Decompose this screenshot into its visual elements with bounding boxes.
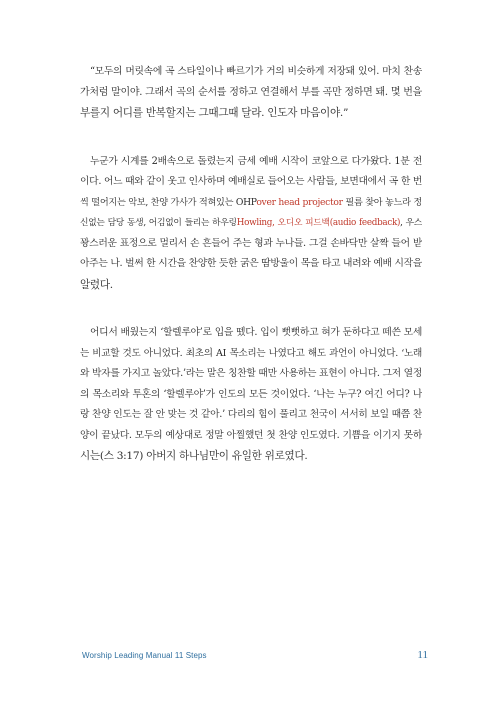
- text-line: 이다. 어느 때와 같이 웃고 인사하며 예배실로 들어오는 사람들, 보면대에서 곡 한 번: [80, 176, 422, 187]
- running-footer-title: Worship Leading Manual 11 Steps: [82, 651, 207, 660]
- text-line: 와 박자를 가지고 놀았다.’라는 말은 칭찬할 때만 사용하는 표현이 아니다. 그저 열정: [80, 368, 422, 379]
- paragraph-3: [80, 323, 422, 467]
- text-line-with-annotation: [80, 193, 422, 214]
- text-segment: 신없는 담당 동생, 어김없이 들리는 하우링: [80, 218, 237, 228]
- text-line: 랑 찬양 인도는 잘 안 맞는 것 같아.’ 다리의 힘이 풀리고 천국이 서서히 보일 때쯤 찬: [80, 409, 422, 420]
- text-line: 알렸다.: [80, 278, 113, 291]
- text-line: 가처럼 말이야. 그래서 곡의 순서를 정하고 연결해서 부를 곡만 정하면 돼. 몇 번을: [80, 86, 422, 98]
- text-line: 양이 끝났다. 모두의 예상대로 정말 아찔했던 첫 찬양 인도였다. 기쁨을 이기지 못하: [80, 429, 422, 441]
- paragraph-2: [80, 152, 422, 296]
- text-segment: , 우스: [400, 218, 422, 228]
- text-segment: 필름 찾아 놓느라 정: [342, 196, 422, 208]
- text-line: 는 비교할 것도 아니었다. 최초의 AI 목소리는 나였다고 해도 과언이 아니었다. ‘노래: [80, 347, 422, 359]
- page-number: 11: [417, 649, 428, 661]
- text-line-with-annotation: [80, 213, 422, 234]
- annotation-text: Howling, 오디오 피드백(audio feedback): [236, 218, 401, 228]
- body-text: [80, 62, 422, 495]
- text-line: 시는(스 3:17) 아버지 하나님만이 유일한 위로였다.: [80, 450, 308, 462]
- annotation-text: over head projector: [256, 196, 343, 208]
- text-segment: 씩 떨어지는 악보, 찬양 가사가 적혀있는 OHP: [80, 196, 257, 208]
- text-line: 어디서 배웠는지 ‘할렐루야’로 입을 뗐다. 입이 뻣뻣하고 혀가 둔하다고 떼쓴 모세: [90, 327, 422, 338]
- text-line: 부를지 어디를 반복할지는 그때그때 달라. 인도자 마음이야.”: [80, 107, 349, 119]
- paragraph-1: [80, 62, 422, 124]
- text-line: 꽝스러운 표정으로 멀리서 손 흔들어 주는 형과 누나들. 그걸 손바닥만 살짝 들어 받: [80, 237, 422, 249]
- text-line: 아주는 나. 벌써 한 시간을 찬양한 듯한 굵은 땀방울이 목을 타고 내려와 예배 시작을: [80, 258, 422, 269]
- text-line: 누군가 시계를 2배속으로 돌렸는지 금세 예배 시작이 코앞으로 다가왔다. 1분 전: [90, 155, 422, 167]
- text-line: 의 목소리와 투혼의 ‘할렐루야’가 인도의 모든 것이었다. ‘나는 누구? 여긴 어디? 나: [80, 388, 422, 400]
- text-line: “모두의 머릿속에 곡 스타일이나 빠르기가 거의 비슷하게 저장돼 있어. 마치 찬송: [90, 66, 422, 77]
- page-footer: [82, 649, 428, 663]
